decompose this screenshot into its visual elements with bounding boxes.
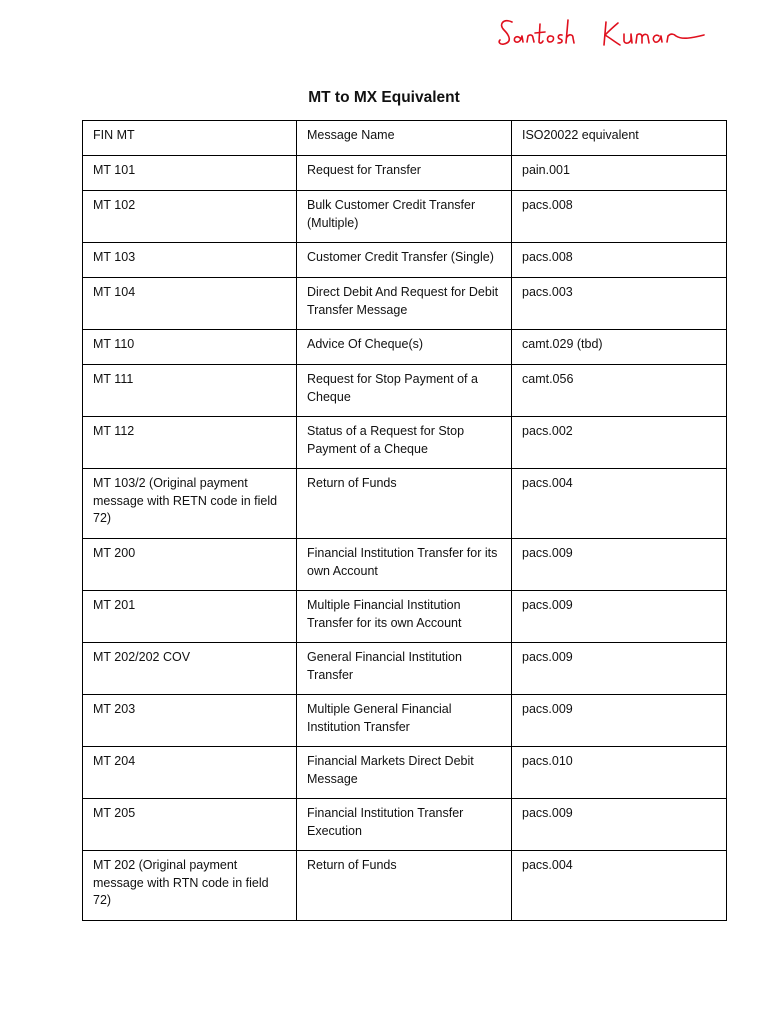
message-name-cell: Request for Stop Payment of a Cheque (297, 365, 512, 417)
iso20022-cell: pacs.009 (512, 695, 727, 747)
header-iso20022-equivalent: ISO20022 equivalent (512, 121, 727, 156)
table-row (83, 365, 727, 417)
fin-mt-cell: MT 201 (83, 591, 297, 643)
table-row (83, 747, 727, 799)
iso20022-cell: pacs.002 (512, 417, 727, 469)
message-name-cell: Bulk Customer Credit Transfer (Multiple) (297, 191, 512, 243)
table-row (83, 799, 727, 851)
fin-mt-cell: MT 200 (83, 539, 297, 591)
iso20022-cell: pacs.003 (512, 278, 727, 330)
fin-mt-cell: MT 101 (83, 156, 297, 191)
message-name-cell: Return of Funds (297, 469, 512, 539)
table-row (83, 851, 727, 921)
header-fin-mt: FIN MT (83, 121, 297, 156)
table-row (83, 695, 727, 747)
message-name-cell: Customer Credit Transfer (Single) (297, 243, 512, 278)
message-name-cell: Status of a Request for Stop Payment of a Cheque (297, 417, 512, 469)
message-name-cell: Advice Of Cheque(s) (297, 330, 512, 365)
iso20022-cell: pacs.009 (512, 799, 727, 851)
mt-to-mx-mapping-table (82, 120, 727, 921)
iso20022-cell: pacs.009 (512, 539, 727, 591)
iso20022-cell: pacs.008 (512, 191, 727, 243)
fin-mt-cell: MT 205 (83, 799, 297, 851)
message-name-cell: Multiple Financial Institution Transfer for its own Account (297, 591, 512, 643)
handwritten-signature (496, 14, 710, 54)
table-row (83, 539, 727, 591)
fin-mt-cell: MT 203 (83, 695, 297, 747)
table-row (83, 591, 727, 643)
iso20022-cell: pacs.008 (512, 243, 727, 278)
iso20022-cell: pain.001 (512, 156, 727, 191)
table-row (83, 156, 727, 191)
fin-mt-cell: MT 204 (83, 747, 297, 799)
message-name-cell: Return of Funds (297, 851, 512, 921)
fin-mt-cell: MT 104 (83, 278, 297, 330)
table-row (83, 417, 727, 469)
iso20022-cell: camt.029 (tbd) (512, 330, 727, 365)
table-header-row (83, 121, 727, 156)
fin-mt-cell: MT 102 (83, 191, 297, 243)
page-title: MT to MX Equivalent (308, 89, 460, 106)
fin-mt-cell: MT 110 (83, 330, 297, 365)
iso20022-cell: pacs.010 (512, 747, 727, 799)
message-name-cell: Request for Transfer (297, 156, 512, 191)
table-row (83, 469, 727, 539)
table-row (83, 243, 727, 278)
header-message-name: Message Name (297, 121, 512, 156)
fin-mt-cell: MT 202 (Original payment message with RTN code in field 72) (83, 851, 297, 921)
fin-mt-cell: MT 202/202 COV (83, 643, 297, 695)
iso20022-cell: pacs.004 (512, 851, 727, 921)
fin-mt-cell: MT 112 (83, 417, 297, 469)
message-name-cell: Direct Debit And Request for Debit Transfer Message (297, 278, 512, 330)
fin-mt-cell: MT 103/2 (Original payment message with RETN code in field 72) (83, 469, 297, 539)
table-row (83, 191, 727, 243)
table-row (83, 330, 727, 365)
iso20022-cell: pacs.009 (512, 643, 727, 695)
iso20022-cell: pacs.009 (512, 591, 727, 643)
fin-mt-cell: MT 103 (83, 243, 297, 278)
table-row (83, 278, 727, 330)
message-name-cell: Multiple General Financial Institution Transfer (297, 695, 512, 747)
iso20022-cell: pacs.004 (512, 469, 727, 539)
message-name-cell: Financial Markets Direct Debit Message (297, 747, 512, 799)
iso20022-cell: camt.056 (512, 365, 727, 417)
fin-mt-cell: MT 111 (83, 365, 297, 417)
message-name-cell: General Financial Institution Transfer (297, 643, 512, 695)
table-row (83, 643, 727, 695)
message-name-cell: Financial Institution Transfer for its own Account (297, 539, 512, 591)
message-name-cell: Financial Institution Transfer Execution (297, 799, 512, 851)
